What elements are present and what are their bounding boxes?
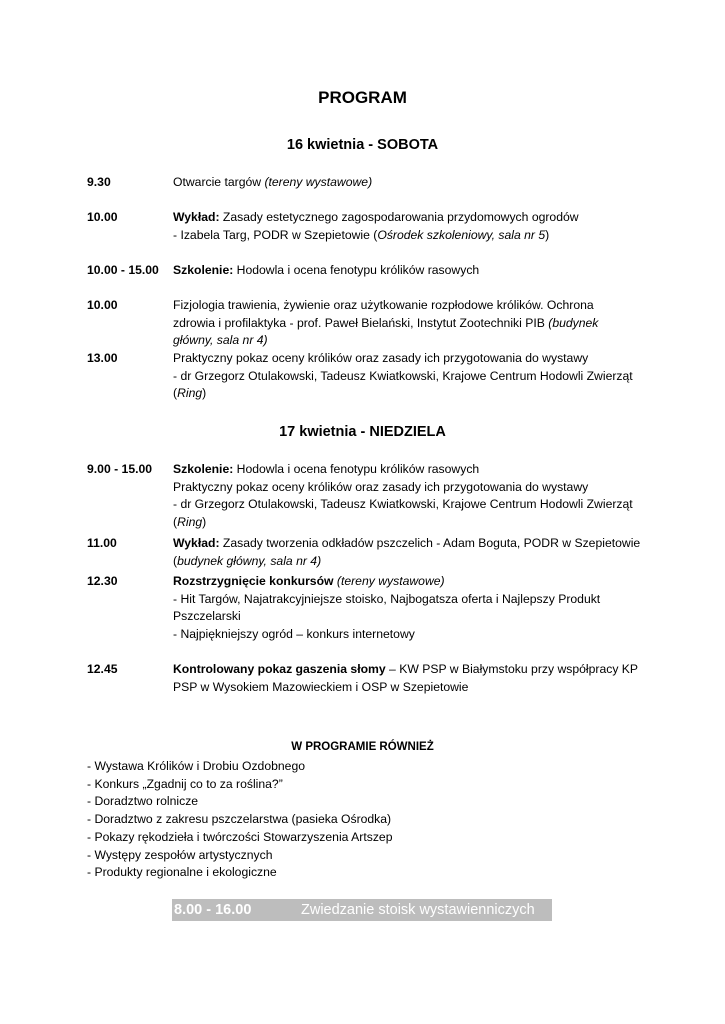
entry-body bbox=[173, 461, 647, 531]
list-item: - Wystawa Królików i Drobiu Ozdobnego bbox=[87, 759, 306, 773]
entry-body bbox=[173, 262, 647, 280]
entry-body bbox=[173, 661, 647, 696]
entry-body bbox=[173, 573, 647, 643]
list-item: - Występy zespołów artystycznych bbox=[87, 847, 273, 862]
entry-text: ( bbox=[173, 553, 178, 568]
entry-text: - Najpiękniejszy ogród – konkurs internetowy bbox=[173, 626, 415, 641]
entry-time: 9.00 - 15.00 bbox=[87, 462, 153, 476]
entry-text: ) bbox=[202, 386, 207, 400]
entry-text: PSP w Wysokiem Mazowieckiem i OSP w Szepietowie bbox=[173, 679, 469, 694]
entry-text: – KW PSP w Białymstoku przy współpracy KP bbox=[385, 662, 639, 676]
entry-time: 10.00 bbox=[87, 210, 118, 224]
day1-heading: 16 kwietnia - SOBOTA bbox=[286, 137, 439, 153]
list-item: - Doradztwo z zakresu pszczelarstwa (pasieka Ośrodka) bbox=[87, 812, 392, 827]
entry-text: ) bbox=[202, 514, 207, 529]
entry-text: - dr Grzegorz Otulakowski, Tadeusz Kwiatkowski, Krajowe Centrum Hodowli Zwierząt bbox=[173, 368, 633, 383]
entry-location: (tereny wystawowe) bbox=[264, 175, 373, 189]
entry-text: zdrowia i profilaktyka - prof. Paweł Bielański, Instytut Zootechniki PIB bbox=[173, 315, 549, 330]
also-heading: W PROGRAMIE RÓWNIEŻ bbox=[291, 741, 434, 753]
entry-time: 13.00 bbox=[87, 351, 118, 365]
entry-body bbox=[173, 209, 647, 244]
entry-label: Wykład: bbox=[173, 536, 220, 550]
entry-text: - Hit Targów, Najatrakcyjniejsze stoisko, Najbogatsza oferta i Najlepszy Produkt bbox=[173, 591, 601, 606]
entry-text: Zasady estetycznego zagospodarowania przydomowych ogrodów bbox=[219, 210, 579, 224]
day2-heading: 17 kwietnia - NIEDZIELA bbox=[279, 424, 446, 440]
entry-body bbox=[173, 535, 647, 570]
entry-text: Praktyczny pokaz oceny królików oraz zasady ich przygotowania do wystawy bbox=[173, 351, 589, 365]
entry-label: Wykład: bbox=[173, 210, 220, 224]
entry-time: 9.30 bbox=[87, 175, 111, 189]
entry-text: ( bbox=[173, 514, 178, 529]
entry-text: - Izabela Targ, PODR w Szepietowie ( bbox=[173, 227, 378, 242]
entry-location: Ring bbox=[177, 514, 203, 529]
list-item: - Konkurs „Zgadnij co to za roślina?” bbox=[87, 776, 283, 791]
entry-text: Pszczelarski bbox=[173, 609, 241, 623]
entry-label: Rozstrzygnięcie konkursów bbox=[173, 574, 334, 588]
entry-label: Szkolenie: bbox=[173, 462, 234, 476]
entry-body bbox=[173, 297, 647, 350]
list-item: - Pokazy rękodzieła i twórczości Stowarzyszenia Artszep bbox=[87, 829, 393, 844]
list-item: - Doradztwo rolnicze bbox=[87, 794, 199, 809]
entry-time: 12.45 bbox=[87, 662, 118, 676]
entry-text: ) bbox=[545, 227, 550, 242]
entry-label: Szkolenie: bbox=[173, 263, 234, 277]
entry-location: Ośrodek szkoleniowy, sala nr 5 bbox=[377, 227, 546, 242]
entry-time: 10.00 - 15.00 bbox=[87, 263, 159, 277]
visiting-hours-time: 8.00 - 16.00 bbox=[174, 902, 252, 918]
entry-location: Ring bbox=[177, 386, 203, 400]
entry-body bbox=[173, 350, 647, 403]
entry-location: (tereny wystawowe) bbox=[333, 574, 445, 588]
entry-time: 11.00 bbox=[87, 536, 117, 550]
entry-text: Praktyczny pokaz oceny królików oraz zasady ich przygotowania do wystawy bbox=[173, 479, 589, 494]
entry-location: (budynek bbox=[548, 315, 599, 330]
entry-text: Hodowla i ocena fenotypu królików rasowych bbox=[233, 462, 480, 476]
page-title: PROGRAM bbox=[318, 88, 407, 107]
entry-text: ( bbox=[173, 386, 178, 400]
also-list bbox=[87, 758, 392, 882]
entry-text: Fizjologia trawienia, żywienie oraz użytkowanie rozpłodowe królików. Ochrona bbox=[173, 298, 594, 312]
entry-text: Zasady tworzenia odkładów pszczelich - Adam Boguta, PODR w Szepietowie bbox=[219, 536, 641, 550]
visiting-hours-text: Zwiedzanie stoisk wystawienniczych bbox=[301, 902, 535, 918]
entry-text: Otwarcie targów bbox=[173, 175, 265, 189]
entry-label: Kontrolowany pokaz gaszenia słomy bbox=[173, 662, 386, 676]
entry-location: główny, sala nr 4) bbox=[173, 333, 268, 347]
entry-time: 12.30 bbox=[87, 574, 118, 588]
entry-location: budynek główny, sala nr 4) bbox=[177, 553, 322, 568]
entry-time: 10.00 bbox=[87, 298, 118, 312]
entry-text: - dr Grzegorz Otulakowski, Tadeusz Kwiatkowski, Krajowe Centrum Hodowli Zwierząt bbox=[173, 497, 633, 511]
entry-body bbox=[173, 174, 647, 192]
visiting-hours-bar bbox=[172, 899, 552, 921]
list-item: - Produkty regionalne i ekologiczne bbox=[87, 865, 277, 880]
entry-text: Hodowla i ocena fenotypu królików rasowych bbox=[233, 263, 480, 277]
